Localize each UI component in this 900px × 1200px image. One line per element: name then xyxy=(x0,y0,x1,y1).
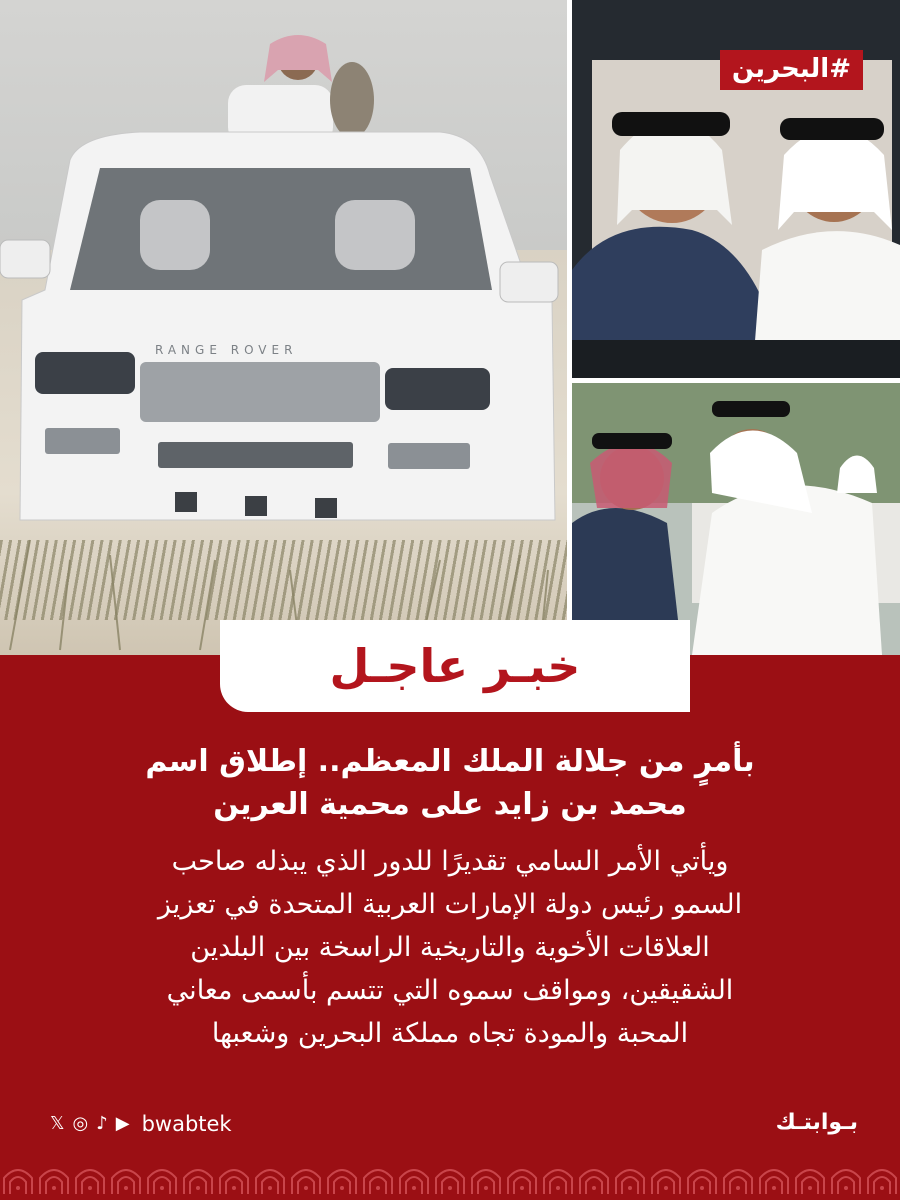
body-line: السمو رئيس دولة الإمارات العربية المتحدة في تعزيز xyxy=(157,889,743,920)
x-icon[interactable]: 𝕏 xyxy=(50,1113,65,1134)
headline-line-1: بأمرٍ من جلالة الملك المعظم.. إطلاق اسم xyxy=(145,744,755,779)
decorative-pattern xyxy=(0,1160,900,1200)
hashtag-badge: #البحرين xyxy=(720,50,863,90)
body-line: العلاقات الأخوية والتاريخية الراسخة بين البلدين xyxy=(190,932,710,963)
youtube-icon[interactable]: ▶ xyxy=(115,1113,130,1134)
body-line: المحبة والمودة تجاه مملكة البحرين وشعبها xyxy=(211,1018,689,1049)
breaking-news-label: خبـر عاجـل xyxy=(329,639,581,693)
tiktok-icon[interactable]: ♪ xyxy=(96,1113,108,1134)
instagram-icon[interactable]: ◎ xyxy=(72,1113,89,1134)
greeting-photo xyxy=(572,383,900,655)
body-line: الشقيقين، ومواقف سموه التي تتسم بأسمى معاني xyxy=(166,975,734,1006)
car-brand-text: RANGE ROVER xyxy=(155,343,298,357)
breaking-news-banner xyxy=(220,620,690,712)
headline xyxy=(100,740,800,826)
brand-logo: بـوابتـك xyxy=(775,1110,858,1135)
social-bar xyxy=(50,1112,232,1136)
desert-car-photo xyxy=(0,0,567,655)
social-handle[interactable]: bwabtek xyxy=(141,1112,232,1136)
article-body xyxy=(90,840,810,1055)
body-line: ويأتي الأمر السامي تقديرًا للدور الذي يبذله صاحب xyxy=(171,846,729,877)
headline-line-2: محمد بن زايد على محمية العرين xyxy=(213,787,687,822)
inside-car-photo xyxy=(572,0,900,378)
